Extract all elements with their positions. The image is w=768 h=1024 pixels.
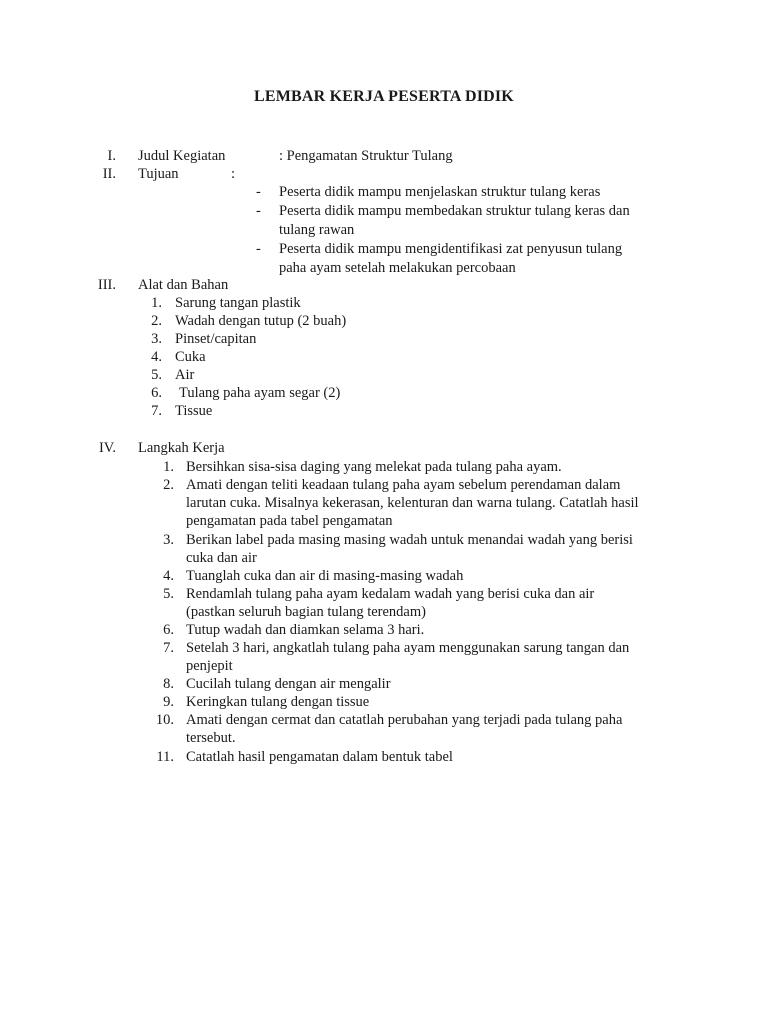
section-label-alat: Alat dan Bahan: [138, 277, 229, 293]
step-number: 1.: [163, 459, 174, 475]
material-number: 4.: [151, 349, 162, 365]
step-item: Bersihkan sisa-sisa daging yang melekat pada tulang paha ayam.: [186, 459, 562, 475]
goal-item-continuation: paha ayam setelah melakukan percobaan: [279, 260, 516, 276]
goal-item: Peserta didik mampu menjelaskan struktur tulang keras: [279, 184, 601, 200]
section-numeral-3: III.: [97, 277, 116, 293]
material-item: Cuka: [175, 349, 206, 365]
step-item: Keringkan tulang dengan tissue: [186, 694, 370, 710]
material-item: Wadah dengan tutup (2 buah): [175, 313, 347, 329]
goal-item: Peserta didik mampu membedakan struktur tulang keras dan: [279, 203, 630, 219]
step-number: 11.: [156, 749, 174, 765]
step-number: 6.: [163, 622, 174, 638]
step-item: Tutup wadah dan diamkan selama 3 hari.: [186, 622, 425, 638]
material-number: 3.: [151, 331, 162, 347]
goal-marker: -: [256, 184, 261, 200]
section-label-judul: Judul Kegiatan: [138, 148, 226, 164]
material-number: 5.: [151, 367, 162, 383]
material-item: Tissue: [175, 403, 213, 419]
section-numeral-4: IV.: [98, 440, 116, 456]
step-number: 4.: [163, 568, 174, 584]
step-item-continuation: (pastkan seluruh bagian tulang terendam): [186, 604, 426, 620]
step-number: 8.: [163, 676, 174, 692]
step-number: 5.: [163, 586, 174, 602]
section-label-tujuan: Tujuan: [138, 166, 179, 182]
step-item: Catatlah hasil pengamatan dalam bentuk tabel: [186, 749, 453, 765]
material-item: Pinset/capitan: [175, 331, 257, 347]
section-colon-tujuan: :: [231, 166, 236, 182]
step-item-continuation: cuka dan air: [186, 550, 257, 566]
step-item: Cucilah tulang dengan air mengalir: [186, 676, 391, 692]
section-value-judul: : Pengamatan Struktur Tulang: [279, 148, 453, 164]
step-number: 3.: [163, 532, 174, 548]
step-item: Amati dengan teliti keadaan tulang paha ayam sebelum perendaman dalam: [186, 477, 621, 493]
material-item: Sarung tangan plastik: [175, 295, 301, 311]
step-number: 7.: [163, 640, 174, 656]
step-number: 9.: [163, 694, 174, 710]
step-item: Rendamlah tulang paha ayam kedalam wadah yang berisi cuka dan air: [186, 586, 595, 602]
section-numeral-2: II.: [102, 166, 116, 182]
step-item: Tuanglah cuka dan air di masing-masing wadah: [186, 568, 464, 584]
material-number: 1.: [151, 295, 162, 311]
step-number: 10.: [155, 712, 174, 728]
step-item: Amati dengan cermat dan catatlah perubahan yang terjadi pada tulang paha: [186, 712, 623, 728]
step-item-continuation: pengamatan pada tabel pengamatan: [186, 513, 393, 529]
material-number: 7.: [151, 403, 162, 419]
step-item: Berikan label pada masing masing wadah untuk menandai wadah yang berisi: [186, 532, 633, 548]
step-number: 2.: [163, 477, 174, 493]
goal-item: Peserta didik mampu mengidentifikasi zat penyusun tulang: [279, 241, 623, 257]
material-item: Tulang paha ayam segar (2): [179, 385, 341, 401]
step-item-continuation: larutan cuka. Misalnya kekerasan, kelenturan dan warna tulang. Catatlah hasil: [186, 495, 639, 511]
material-number: 6.: [151, 385, 162, 401]
section-numeral-1: I.: [107, 148, 116, 164]
goal-marker: -: [256, 241, 261, 257]
goal-item-continuation: tulang rawan: [279, 222, 355, 238]
section-label-langkah: Langkah Kerja: [138, 440, 225, 456]
material-number: 2.: [151, 313, 162, 329]
step-item-continuation: penjepit: [186, 658, 233, 674]
step-item: Setelah 3 hari, angkatlah tulang paha ayam menggunakan sarung tangan dan: [186, 640, 630, 656]
step-item-continuation: tersebut.: [186, 730, 236, 746]
goal-marker: -: [256, 203, 261, 219]
material-item: Air: [175, 367, 195, 383]
page-title: LEMBAR KERJA PESERTA DIDIK: [254, 88, 514, 105]
